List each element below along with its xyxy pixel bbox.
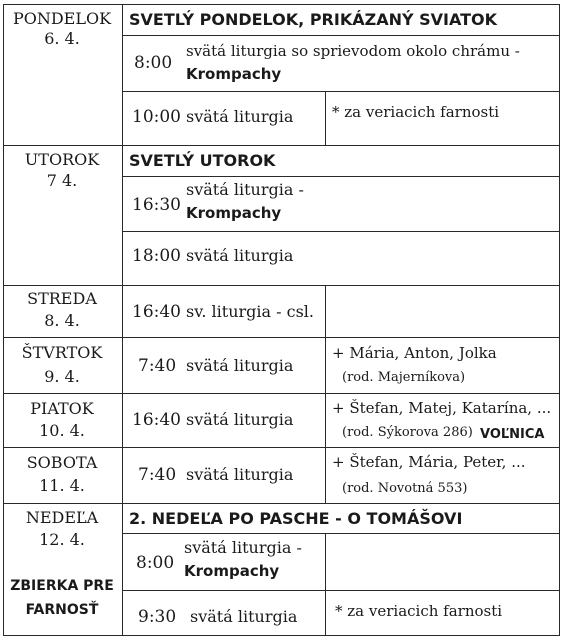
day-date: 7 4.: [46, 171, 78, 190]
note-divider: [325, 91, 326, 145]
time: 7:40: [138, 465, 177, 485]
day-header: SVETLÝ PONDELOK, PRIKÁZANÝ SVIATOK: [129, 10, 498, 29]
time: 18:00: [132, 246, 181, 266]
note-divider: [325, 533, 326, 635]
day-name: PIATOK: [30, 399, 94, 418]
day-name: UTOROK: [24, 150, 100, 169]
event: svätá liturgia: [186, 107, 294, 126]
event: svätá liturgia: [186, 410, 294, 429]
day-divider: [3, 145, 560, 146]
place: Krompachy: [184, 562, 280, 580]
time: 7:40: [138, 356, 177, 376]
event: svätá liturgia: [186, 246, 294, 265]
row-divider: [122, 176, 560, 177]
table-border-right: [559, 4, 560, 636]
day-divider: [3, 447, 560, 448]
note: + Štefan, Mária, Peter, ...: [332, 453, 526, 471]
event: sv. liturgia - csl.: [186, 302, 314, 321]
table-border-top: [3, 4, 560, 5]
day-date: 12. 4.: [39, 530, 85, 549]
day-divider: [3, 337, 560, 338]
row-divider: [122, 231, 560, 232]
day-date: 6. 4.: [44, 29, 80, 48]
time: 9:30: [138, 607, 177, 627]
row-divider: [122, 91, 560, 92]
event: svätá liturgia: [186, 465, 294, 484]
column-divider-day: [122, 4, 123, 636]
day-name: ŠTVRTOK: [21, 343, 103, 362]
event: svätá liturgia: [190, 607, 298, 626]
note: * za veriacich farnosti: [335, 602, 503, 620]
note: + Mária, Anton, Jolka: [332, 344, 497, 362]
day-date: 8. 4.: [44, 311, 80, 330]
time: 8:00: [134, 53, 173, 73]
day-date: 11. 4.: [39, 476, 85, 495]
day-divider: [3, 503, 560, 504]
collection-note: ZBIERKA PRE FARNOSŤ: [10, 578, 114, 618]
day-name: STREDA: [27, 289, 97, 308]
note-detail: (rod. Sýkorova 286): [342, 425, 473, 440]
time: 16:40: [132, 302, 181, 322]
place: VOĽNICA: [480, 427, 545, 442]
note: + Štefan, Matej, Katarína, ...: [332, 399, 552, 417]
note-detail: (rod. Majerníkova): [342, 370, 466, 385]
time: 16:40: [132, 410, 181, 430]
time: 10:00: [132, 107, 181, 127]
day-divider: [3, 393, 560, 394]
place: Krompachy: [186, 65, 282, 83]
day-date: 9. 4.: [44, 367, 80, 386]
time: 8:00: [136, 553, 175, 573]
note: * za veriacich farnosti: [332, 103, 500, 121]
day-name: SOBOTA: [26, 453, 98, 472]
event: svätá liturgia: [186, 356, 294, 375]
day-name: PONDELOK: [12, 9, 112, 28]
day-date: 10. 4.: [39, 421, 85, 440]
note-detail: (rod. Novotná 553): [342, 481, 468, 496]
event: svätá liturgia -: [184, 538, 302, 557]
time: 16:30: [132, 195, 181, 215]
day-divider: [3, 285, 560, 286]
note-divider: [325, 285, 326, 503]
row-divider: [122, 35, 560, 36]
table-border-bottom: [3, 635, 560, 636]
row-divider: [122, 533, 560, 534]
event: svätá liturgia so sprievodom okolo chrámu -: [186, 42, 520, 60]
row-divider: [122, 590, 560, 591]
event: svätá liturgia -: [186, 180, 304, 199]
day-name: NEDEĽA: [25, 508, 99, 527]
day-header: SVETLÝ UTOROK: [129, 151, 276, 170]
day-header: 2. NEDEĽA PO PASCHE - O TOMÁŠOVI: [129, 509, 463, 528]
place: Krompachy: [186, 204, 282, 222]
